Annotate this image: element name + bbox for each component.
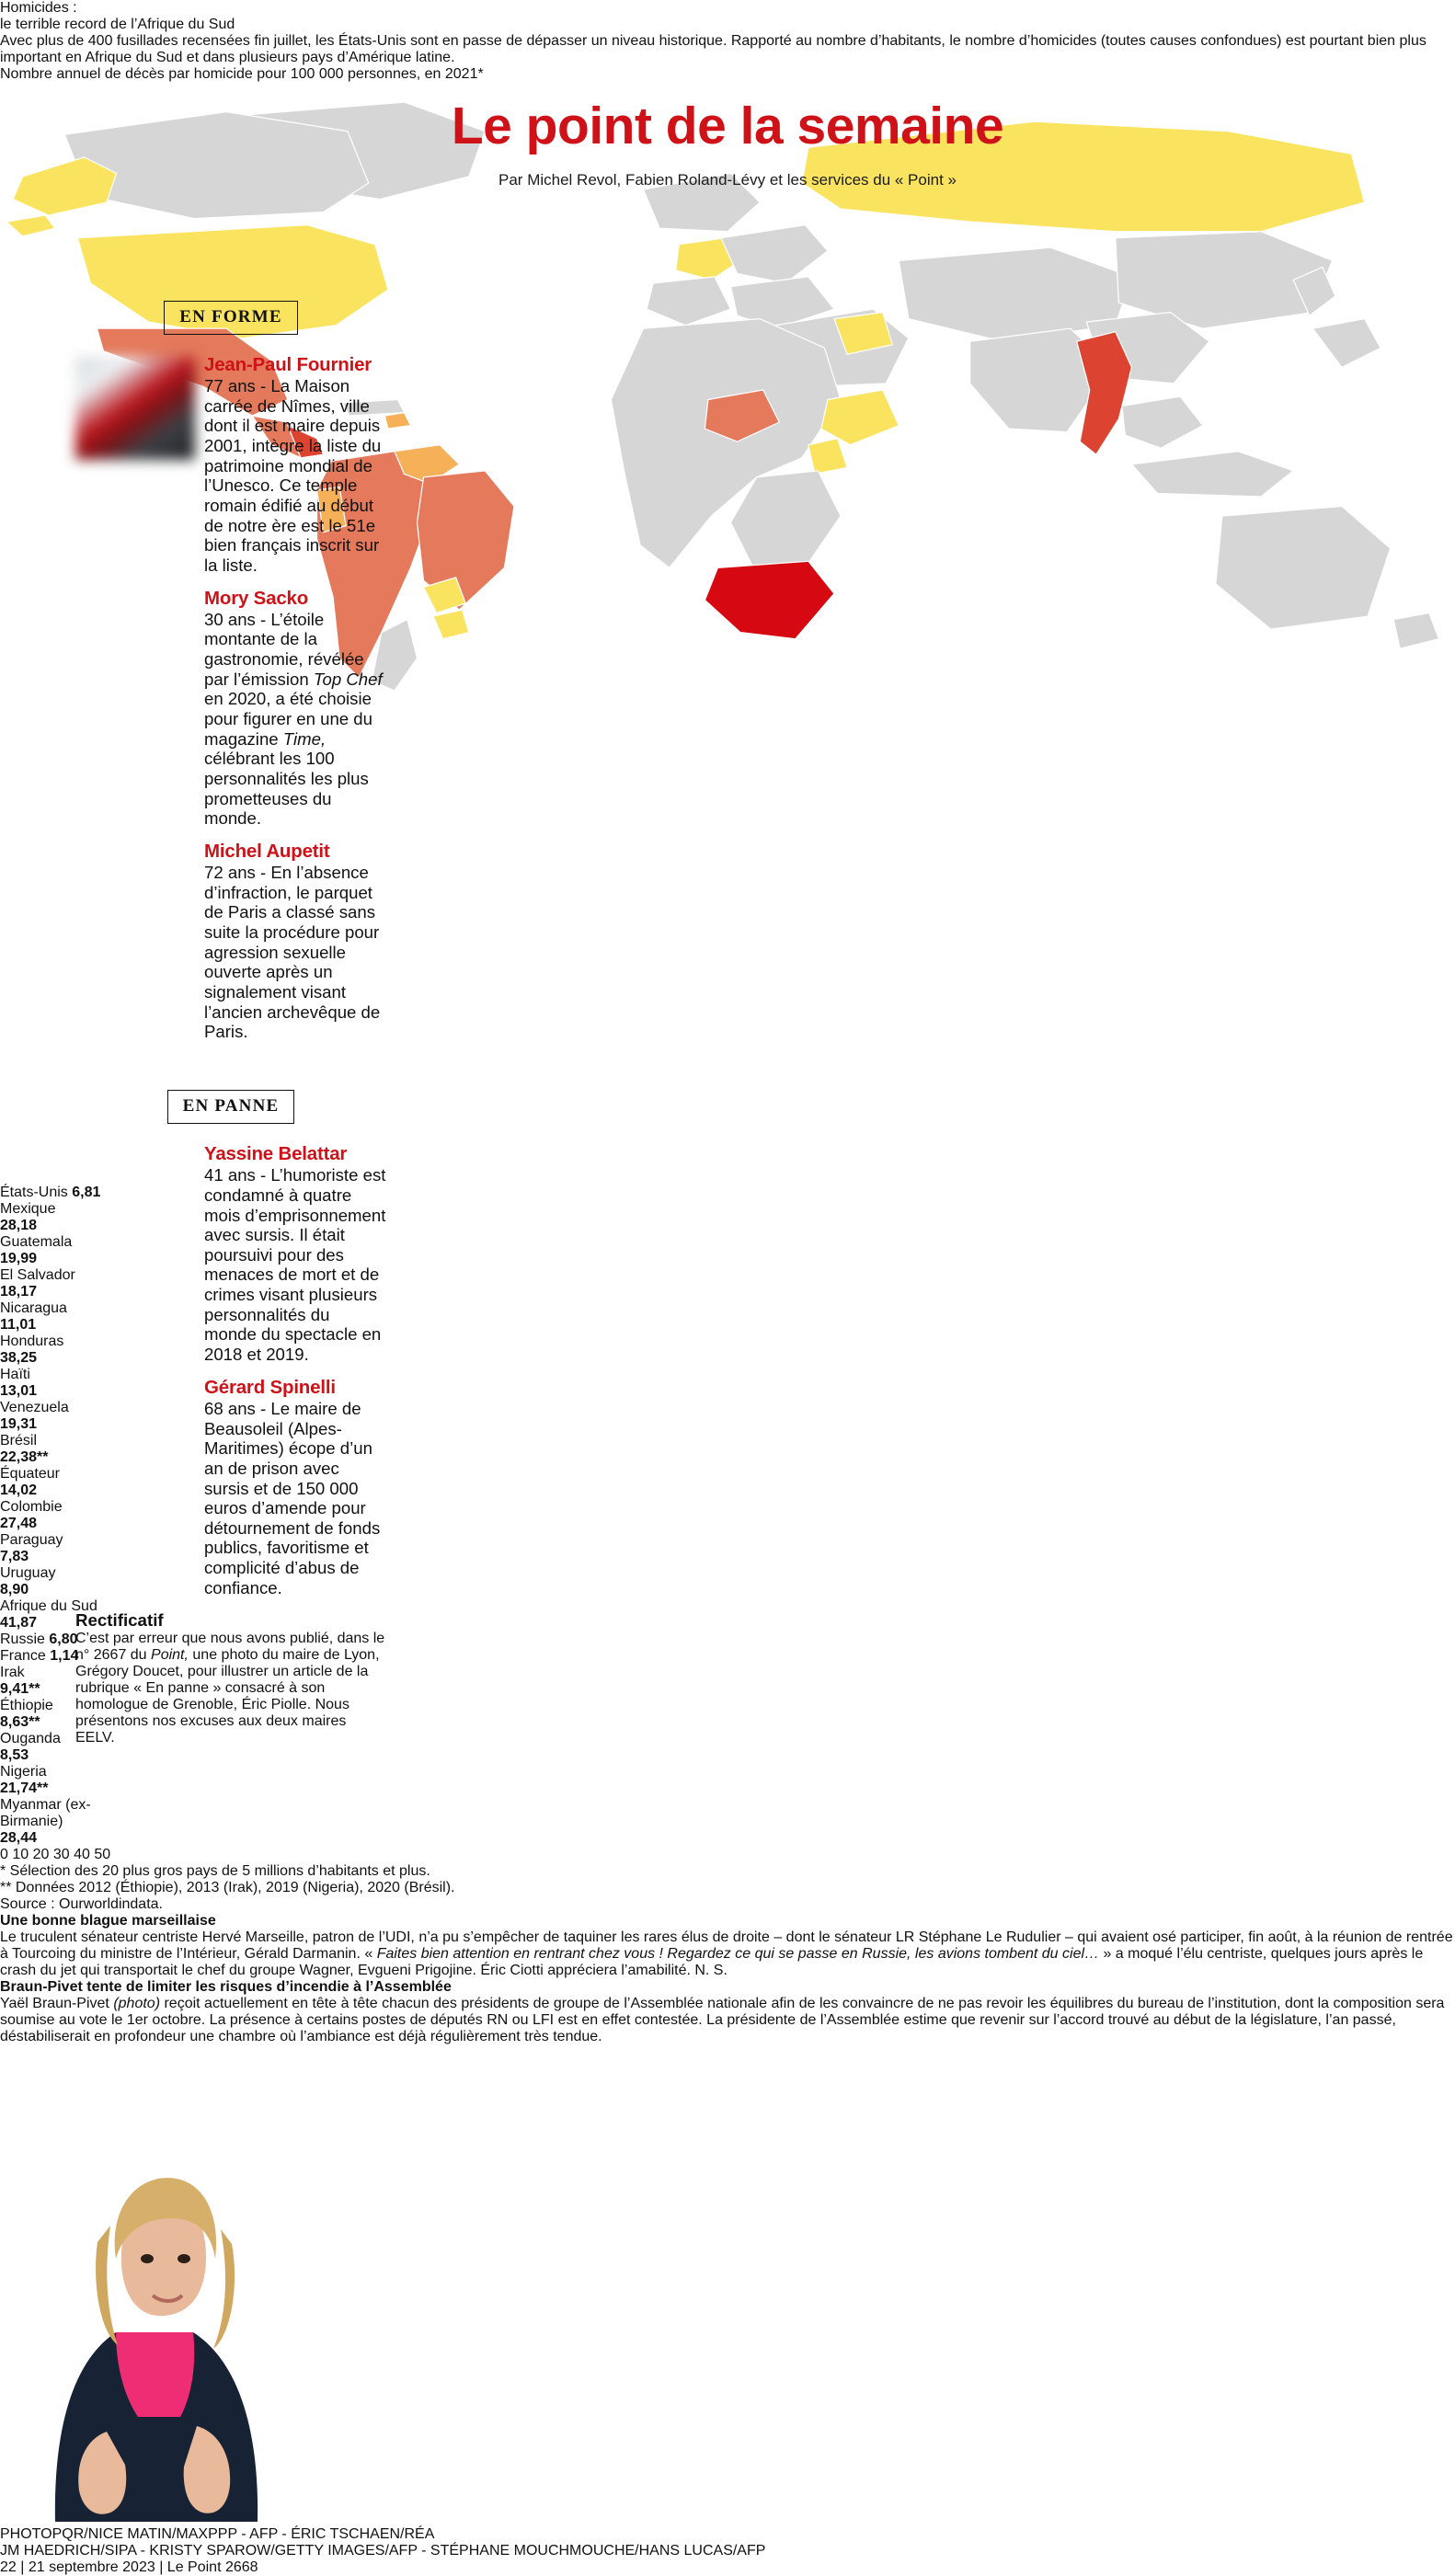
leader-line [0, 1099, 1, 1119]
rectificatif-block [75, 1610, 386, 1746]
leader-line [0, 1025, 1, 1055]
portrait-photo [75, 357, 195, 460]
map-label-colombie: Colombie 27,48 [0, 1499, 63, 1532]
article-braun-pivet [0, 1979, 1455, 2045]
leader-line [0, 763, 39, 764]
map-label-uruguay: Uruguay 8,90 [0, 1565, 56, 1598]
person-description: 72 ans - En l’absence d’infraction, le parquet de Paris a classé sans suite la procédure pour agression sexuelle ouverte après un signalement visant l’ancien archevêque de Paris. [204, 863, 381, 1042]
map-label-myanmar: Myanmar (ex-Birmanie) 28,44 [0, 1797, 91, 1847]
article-title: Une bonne blague marseillaise [0, 1913, 216, 1929]
list-item [75, 1378, 386, 1598]
map-label-honduras: Honduras 38,25 [0, 1334, 64, 1367]
rubric-en-panne: EN PANNE [167, 1090, 295, 1124]
list-item [75, 841, 386, 1042]
map-label-afrique-du-sud: Afrique du Sud 41,87 [0, 1598, 97, 1631]
map-label-mexique: Mexique 28,18 [0, 1201, 56, 1234]
leader-line [0, 935, 1, 1007]
footer-separator: | [159, 2559, 164, 2576]
person-description: 41 ans - L’humoriste est condamné à quatre mois d’emprisonnement avec sursis. Il était poursuivi pour des menaces de mort et de crimes visant plusieurs personnalités du monde du spectacle en 2018 et 2019. [204, 1165, 386, 1365]
map-label-irak: Irak 9,41** [0, 1665, 40, 1698]
map-label-paraguay: Paraguay 7,83 [0, 1532, 63, 1565]
map-intro: Avec plus de 400 fusillades recensées fin juillet, les États-Unis sont en passe de dépasser un niveau historique. Rapporté au nombre d’habitants, le nombre d’homicides (toutes causes confondues) est pourtant bien plus important en Afrique du Sud et dans plusieurs pays d’Amérique latine. [0, 33, 1426, 65]
page-footer [0, 2559, 1455, 2576]
article-title: Braun-Pivet tente de limiter les risques d’incendie à l’Assemblée [0, 1979, 452, 1996]
legend-ticks: 0 10 20 30 40 50 [0, 1847, 111, 1863]
map-photo-credit: PHOTOPQR/NICE MATIN/MAXPPP - AFP - ÉRIC TSCHAEN/RÉA [0, 2526, 435, 2543]
person-photo [0, 2045, 1455, 2526]
article-body: Le truculent sénateur centriste Hervé Marseille, patron de l’UDI, n’a pu s’empêcher de taquiner les rares élus de droite – dont le sénateur LR Stéphane Le Rudulier – qui avaient osé participer, fin août, à la réunion de rentrée à Tourcoing du ministre de l’Intérieur, Gérald Darmanin. « Faites bien attention en rentrant chez vous ! Regardez ce qui se passe en Russie, les avions tombent du ciel… » a moqué l’élu centriste, quelques jours après le crash du jet qui transportait le chef du groupe Wagner, Evgueni Prigojine. Éric Ciotti appréciera l’amabilité. N. S. [0, 1929, 1453, 1979]
map-footnotes [0, 1863, 1455, 1896]
person-name: Gérard Spinelli [204, 1376, 336, 1398]
map-label-bresil: Brésil 22,38** [0, 1433, 49, 1466]
person-description: 77 ans - La Maison carrée de Nîmes, ville dont il est maire depuis 2001, intègre la liste du patrimoine mondial de l’Unesco. Ce temple romain édifié au début de notre ère est le 51e bien français inscrit sur la liste. [204, 376, 382, 576]
rubric-en-forme: EN FORME [164, 301, 297, 335]
rubric-en-panne-wrap [75, 1090, 386, 1124]
portrait-photo [75, 843, 195, 946]
person-description: 68 ans - Le maire de Beausoleil (Alpes-Maritimes) écope d’un an de prison avec sursis et de 150 000 euros d’amende pour détournement de fonds publics, favoritisme et complicité d’abus de confiance. [204, 1398, 381, 1597]
person-photo-svg [0, 2045, 304, 2522]
leader-line [0, 1075, 1, 1095]
rectificatif-text: C’est par erreur que nous avons publié, dans le n° 2667 du Point, une photo du maire de Lyon, Grégory Doucet, pour illustrer un article de la rubrique « En panne » consacré à son homologue de Grenoble, Éric Piolle. Nous présentons nos excuses aux deux maires EELV. [75, 1631, 385, 1746]
leader-line [0, 1055, 26, 1056]
leader-line [0, 734, 1, 763]
page-number: 22 [0, 2559, 17, 2576]
map-headline [0, 0, 1455, 33]
leader-line [0, 818, 1, 865]
map-label-haiti: Haïti 13,01 [0, 1367, 38, 1400]
map-label-ethiopie: Éthiopie 8,63** [0, 1698, 53, 1731]
leader-line [0, 1120, 1, 1185]
list-item [75, 355, 386, 576]
map-legend [0, 1847, 1455, 1863]
footnote-2: ** Données 2012 (Éthiopie), 2013 (Irak), 2019 (Nigeria), 2020 (Brésil). [0, 1880, 455, 1896]
leader-line [0, 877, 1, 934]
map-label-russie: Russie 6,80 [0, 1631, 78, 1648]
leader-line [0, 1097, 39, 1098]
leader-line [0, 1007, 1, 1025]
map-label-el-salvador: El Salvador 18,17 [0, 1267, 75, 1300]
person-name: Jean-Paul Fournier [204, 354, 372, 375]
rectificatif-title: Rectificatif [75, 1610, 164, 1631]
article-photo-credit: JM HAEDRICH/SIPA - KRISTY SPAROW/GETTY IMAGES/AFP - STÉPHANE MOUCHMOUCHE/HANS LUCAS/AFP [0, 2543, 766, 2559]
page-title: Le point de la semaine [451, 97, 1004, 155]
map-label-nigeria: Nigeria 21,74** [0, 1764, 49, 1797]
map-headline-line2: le terrible record de l’Afrique du Sud [0, 17, 235, 32]
article-body: Yaël Braun-Pivet (photo) reçoit actuellement en tête à tête chacun des présidents de groupe de l’Assemblée nationale afin de les convaincre de ne pas revoir les équilibres du bureau de l’institution, dont la composition sera soumise au vote le 1er octobre. La présence à certains postes de députés RN ou LFI est en effet contestée. La présidente de l’Assemblée estime que revenir sur l’accord trouvé au début de la législature, l’an passé, déstabiliserait en profondeur une chambre où l’ambiance est déjà régulièrement très tendue. [0, 1996, 1445, 2045]
magazine-brand: Le Point [166, 2559, 222, 2576]
issue-date: 21 septembre 2023 [28, 2559, 155, 2576]
map-label-etats-unis: États-Unis 6,81 [0, 1185, 101, 1201]
map-label-guatemala: Guatemala 19,99 [0, 1234, 73, 1267]
byline: Par Michel Revol, Fabien Roland-Lévy et les services du « Point » [498, 170, 957, 189]
map-source: Source : Ourworldindata. [0, 1896, 163, 1913]
map-label-france: France 1,14 [0, 1648, 79, 1665]
leader-line [0, 934, 57, 935]
leader-line [0, 1119, 57, 1120]
masthead [0, 99, 1455, 189]
map-label-ouganda: Ouganda 8,53 [0, 1731, 61, 1764]
map-label-venezuela: Venezuela 19,31 [0, 1400, 69, 1433]
leader-line [0, 765, 1, 817]
person-name: Mory Sacko [204, 587, 309, 609]
rubric-en-forme-wrap [75, 301, 386, 335]
issue-number: 2668 [224, 2559, 258, 2576]
portrait-photo [75, 1146, 195, 1249]
map-label-equateur: Équateur 14,02 [0, 1466, 60, 1499]
map-caption: Nombre annuel de décès par homicide pour 100 000 personnes, en 2021* [0, 66, 484, 82]
person-name: Yassine Belattar [204, 1143, 348, 1165]
list-item [75, 1144, 386, 1365]
leader-line [0, 1057, 1, 1075]
list-item [75, 589, 386, 829]
leader-line [0, 817, 53, 818]
person-description: 30 ans - L’étoile montante de la gastronomie, révélée par l’émission Top Chef en 2020, a été choisie pour figurer en une du magazine Time, célébrant les 100 personnalités les plus prometteuses du monde. [204, 609, 383, 829]
footnote-1: * Sélection des 20 plus gros pays de 5 millions d’habitants et plus. [0, 1863, 430, 1880]
person-name: Michel Aupetit [204, 841, 330, 863]
footer-separator: | [20, 2559, 25, 2576]
left-column [75, 301, 386, 1746]
portrait-photo [75, 1380, 195, 1483]
article-blague-marseillaise [0, 1913, 1455, 1979]
map-headline-line1: Homicides : [0, 0, 77, 16]
map-label-nicaragua: Nicaragua 11,01 [0, 1300, 67, 1334]
portrait-photo [75, 590, 195, 693]
